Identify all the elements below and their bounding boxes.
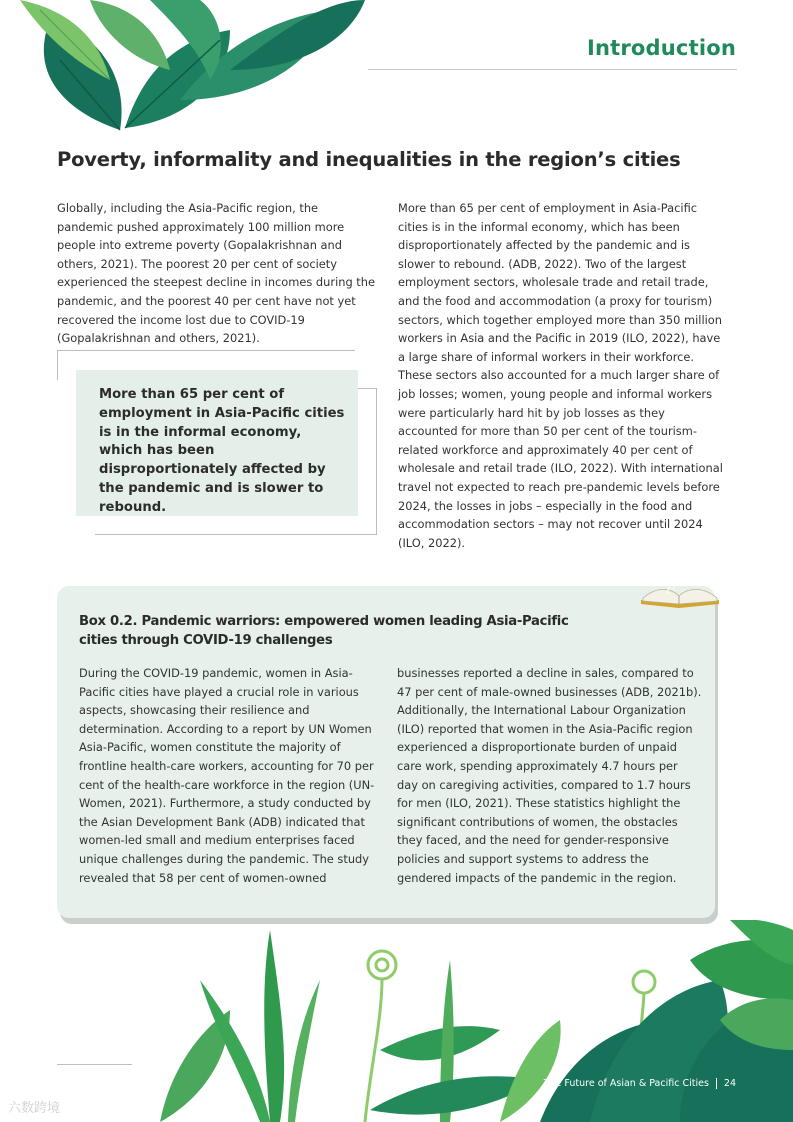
header-divider: [368, 69, 737, 70]
left-column-paragraph: Globally, including the Asia-Pacific region, the pandemic pushed approximately 100 million more people into extreme poverty (Gopalakrishnan and others, 2021). The poorest 20 per cent of society experienced the steepest decline in incomes during the pandemic, and the poorest 40 per cent have not yet recovered the income lost due to COVID-19 (Gopalakrishnan and others, 2021).: [57, 201, 375, 346]
box-right-paragraph: businesses reported a decline in sales, compared to 47 per cent of male-owned businesses (ADB, 2021b). Additionally, the International Labour Organization (ILO) reported that women in the Asia-Pacific region experienced a disproportionate burden of unpaid care work, spending approximately 4.7 hours per day on caregiving activities, compared to 1.7 hours for men (ILO, 2021). These statistics highlight the significant contributions of women, the obstacles they faced, and the need for gender-responsive policies and support systems to address the gendered impacts of the pandemic in the region.: [397, 666, 702, 885]
section-title: Introduction: [586, 36, 736, 60]
pull-quote-frame-line: [357, 388, 377, 389]
page-number: 24: [723, 1078, 736, 1089]
box-title: Box 0.2. Pandemic warriors: empowered women leading Asia-Pacific cities through COVID-19 challenges: [79, 614, 569, 648]
page-footer: [544, 1078, 736, 1089]
right-column-paragraph: More than 65 per cent of employment in Asia-Pacific cities is in the informal economy, which has been disproportionately affected by the pandemic and is slower to rebound. (ADB, 2022). Two of the largest employment sectors, wholesale trade and retail trade, and the food and accommodation (a proxy for tourism) sectors, which together employed more than 350 million workers in Asia and the Pacific in 2019 (ILO, 2022), have a large share of informal workers in their workforce. These sectors also accounted for a much larger share of job losses; women, young people and informal workers were particularly hard hit by job losses as they accounted for more than 50 per cent of the tourism-related workforce and approximately 40 per cent of wholesale and retail trade (ILO, 2022). With international travel not expected to reach pre-pandemic levels before 2024, the losses in jobs – especially in the food and accommodation sectors – may not recover until 2024 (ILO, 2022).: [398, 201, 723, 550]
footer-publication-title: The Future of Asian & Pacific Cities: [543, 1078, 709, 1089]
article-heading: Poverty, informality and inequalities in the region’s cities: [57, 148, 681, 171]
open-book-icon: [637, 566, 723, 608]
tropical-leaves-top-illustration: [0, 0, 370, 140]
footer-divider: [57, 1064, 132, 1065]
tropical-leaves-bottom-illustration: [120, 920, 793, 1122]
box-left-paragraph: During the COVID-19 pandemic, women in Asia-Pacific cities have played a crucial role in various aspects, showcasing their resilience and determination. According to a report by UN Women Asia-Pacific, women constitute the majority of frontline health-care workers, accounting for 70 per cent of the health-care workforce in the region (UN-Women, 2021). Furthermore, a study conducted by the Asian Development Bank (ADB) indicated that women-led small and medium enterprises faced unique challenges during the pandemic. The study revealed that 58 per cent of women-owned: [79, 666, 375, 885]
footer-separator: [716, 1078, 717, 1089]
pull-quote-frame-line: [57, 350, 58, 380]
pull-quote-frame-line: [57, 350, 355, 351]
pull-quote-text: More than 65 per cent of employment in Asia-Pacific cities is in the informal economy, which has been disproportionately affected by the pandemic and is slower to rebound.: [99, 387, 345, 515]
watermark: 六数跨境: [8, 1101, 61, 1116]
